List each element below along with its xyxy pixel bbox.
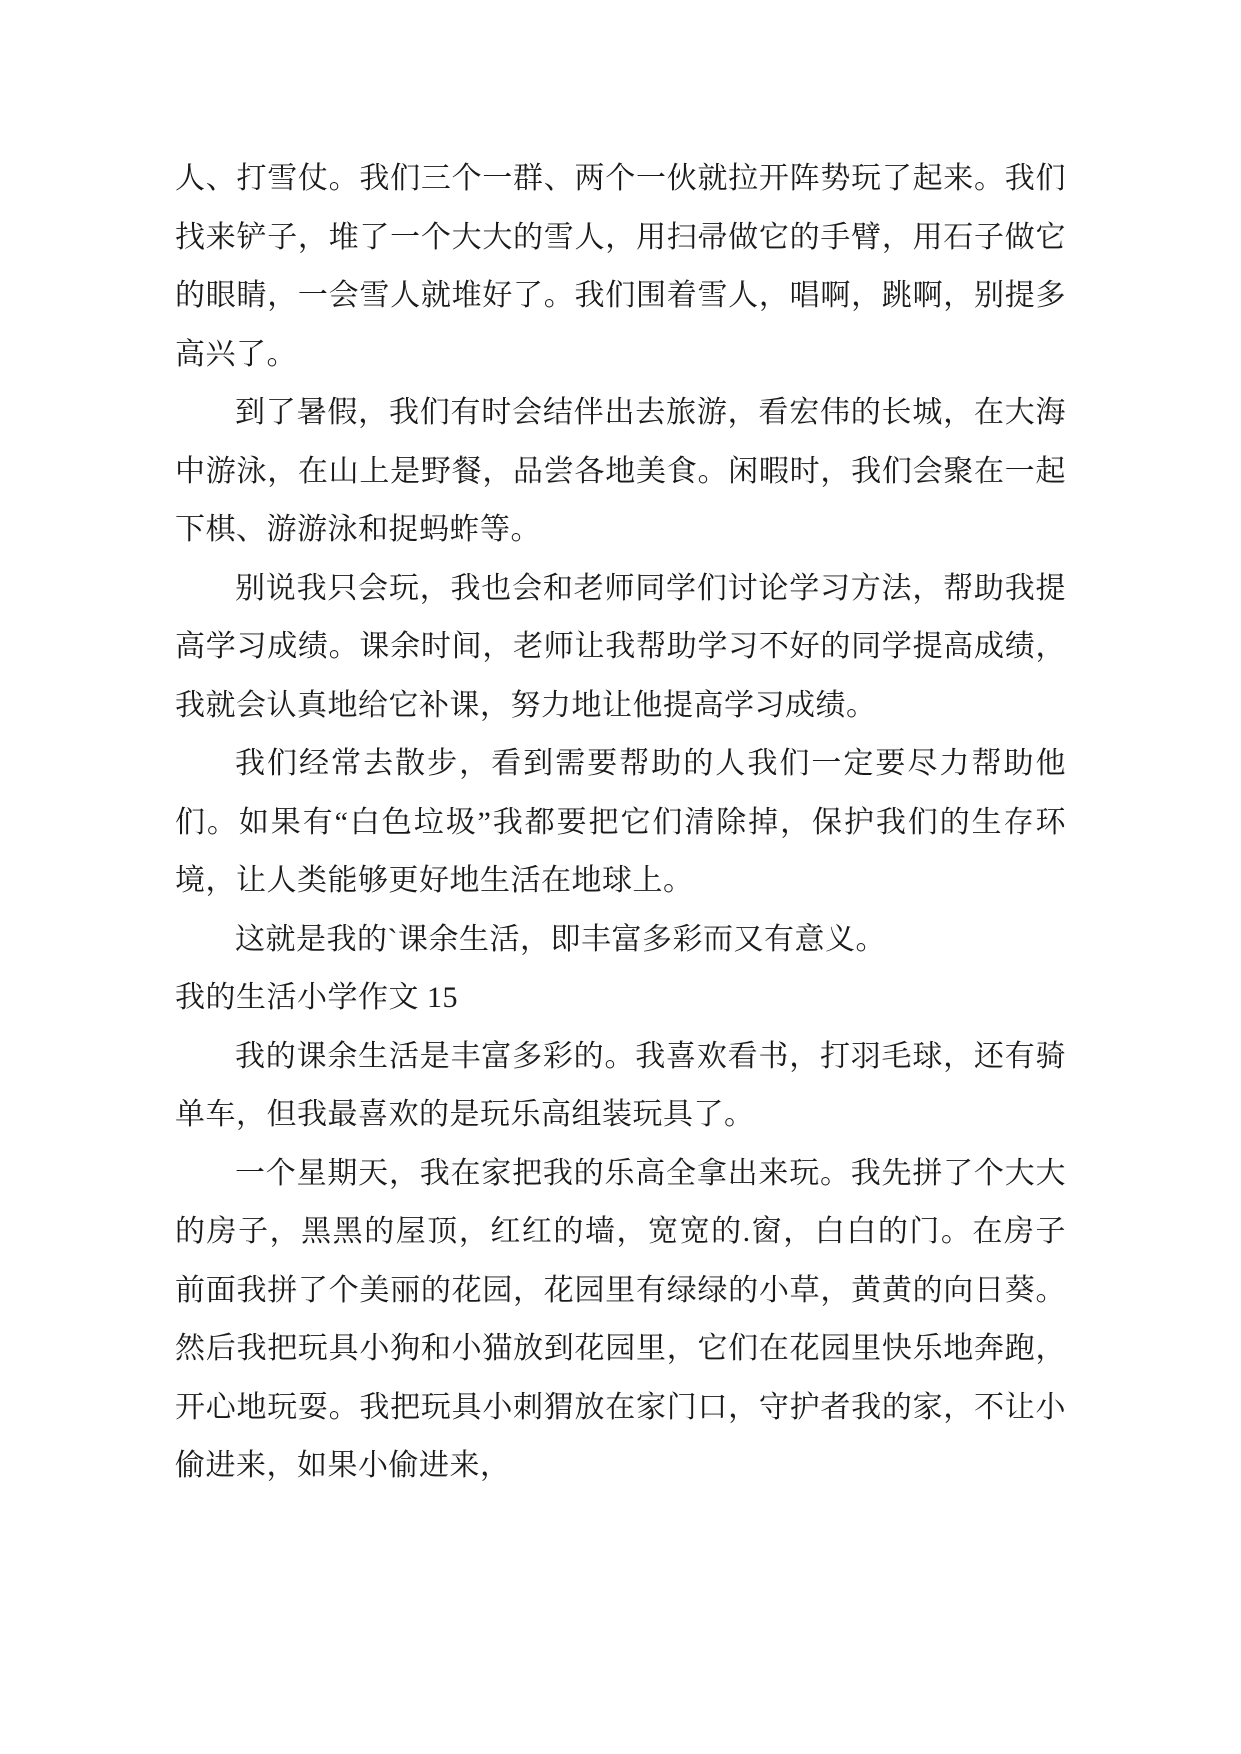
document-body	[175, 150, 1066, 1496]
paragraph: 我的课余生活是丰富多彩的。我喜欢看书，打羽毛球，还有骑单车，但我最喜欢的是玩乐高组装玩具了。	[175, 1039, 1066, 1131]
paragraph: 人、打雪仗。我们三个一群、两个一伙就拉开阵势玩了起来。我们找来铲子，堆了一个大大的雪人，用扫帚做它的手臂，用石子做它的眼睛，一会雪人就堆好了。我们围着雪人，唱啊，跳啊，别提多高兴了。	[175, 162, 1066, 371]
paragraph: 别说我只会玩，我也会和老师同学们讨论学习方法，帮助我提高学习成绩。课余时间，老师让我帮助学习不好的同学提高成绩，我就会认真地给它补课，努力地让他提高学习成绩。	[175, 571, 1066, 722]
paragraph: 一个星期天，我在家把我的乐高全拿出来玩。我先拼了个大大的房子，黑黑的屋顶，红红的墙，宽宽的.窗，白白的门。在房子前面我拼了个美丽的花园，花园里有绿绿的小草，黄黄的向日葵。然后我把玩具小狗和小猫放到花园里，它们在花园里快乐地奔跑，开心地玩耍。我把玩具小刺猬放在家门口，守护者我的家，不让小偷进来，如果小偷进来，	[175, 1156, 1066, 1482]
paragraph: 到了暑假，我们有时会结伴出去旅游，看宏伟的长城，在大海中游泳，在山上是野餐，品尝各地美食。闲暇时，我们会聚在一起下棋、游游泳和捉蚂蚱等。	[175, 396, 1066, 546]
paragraph: 我们经常去散步，看到需要帮助的人我们一定要尽力帮助他们。如果有“白色垃圾”我都要把它们清除掉，保护我们的生存环境，让人类能够更好地生活在地球上。	[175, 747, 1066, 897]
section-heading: 我的生活小学作文 15	[175, 981, 458, 1014]
paragraph: 这就是我的`课余生活，即丰富多彩而又有意义。	[235, 922, 886, 956]
